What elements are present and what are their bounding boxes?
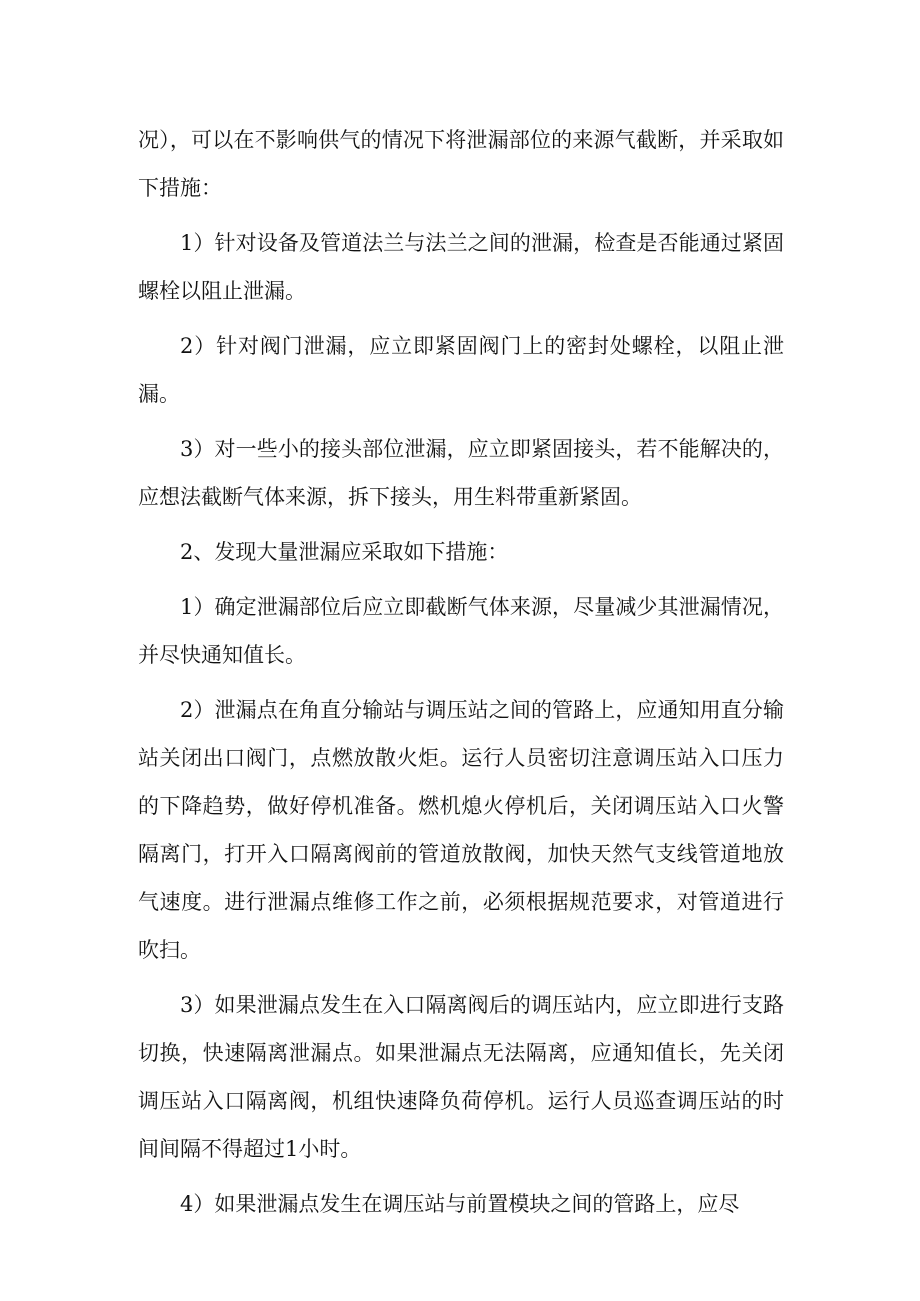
paragraph-step-3-joint-leak: 3）对一些小的接头部位泄漏，应立即紧固接头，若不能解决的，应想法截断气体来源，拆下接头，用生料带重新紧固。 (138, 437, 784, 509)
paragraph-major-step-2: 2）泄漏点在角直分输站与调压站之间的管路上，应通知用直分输站关闭出口阀门，点燃放散火炬。运行人员密切注意调压站入口压力的下降趋势，做好停机准备。燃机熄火停机后，关闭调压站入口火警隔离门，打开入口隔离阀前的管道放散阀，加快天然气支线管道地放气速度。进行泄漏点维修工作之前，必须根据规范要求，对管道进行吹扫。 (138, 698, 784, 962)
paragraph-step-2-valve-leak: 2）针对阀门泄漏，应立即紧固阀门上的密封处螺栓，以阻止泄漏。 (138, 334, 784, 406)
paragraph-major-step-1: 1）确定泄漏部位后应立即截断气体来源，尽量减少其泄漏情况，并尽快通知值长。 (138, 595, 784, 667)
paragraph-continuation: 况），可以在不影响供气的情况下将泄漏部位的来源气截断，并采取如下措施： (138, 128, 784, 200)
paragraph-heading-major-leak: 2、发现大量泄漏应采取如下措施： (180, 540, 509, 564)
paragraph-step-1-flange-leak: 1）针对设备及管道法兰与法兰之间的泄漏，检查是否能通过紧固螺栓以阻止泄漏。 (138, 231, 784, 303)
paragraph-major-step-3: 3）如果泄漏点发生在入口隔离阀后的调压站内，应立即进行支路切换，快速隔离泄漏点。如果泄漏点无法隔离，应通知值长，先关闭调压站入口隔离阀，机组快速降负荷停机。运行人员巡查调压站的时间间隔不得超过1小时。 (138, 993, 784, 1161)
paragraph-major-step-4: 4）如果泄漏点发生在调压站与前置模块之间的管路上，应尽 (180, 1192, 740, 1216)
document-page (138, 116, 784, 1228)
